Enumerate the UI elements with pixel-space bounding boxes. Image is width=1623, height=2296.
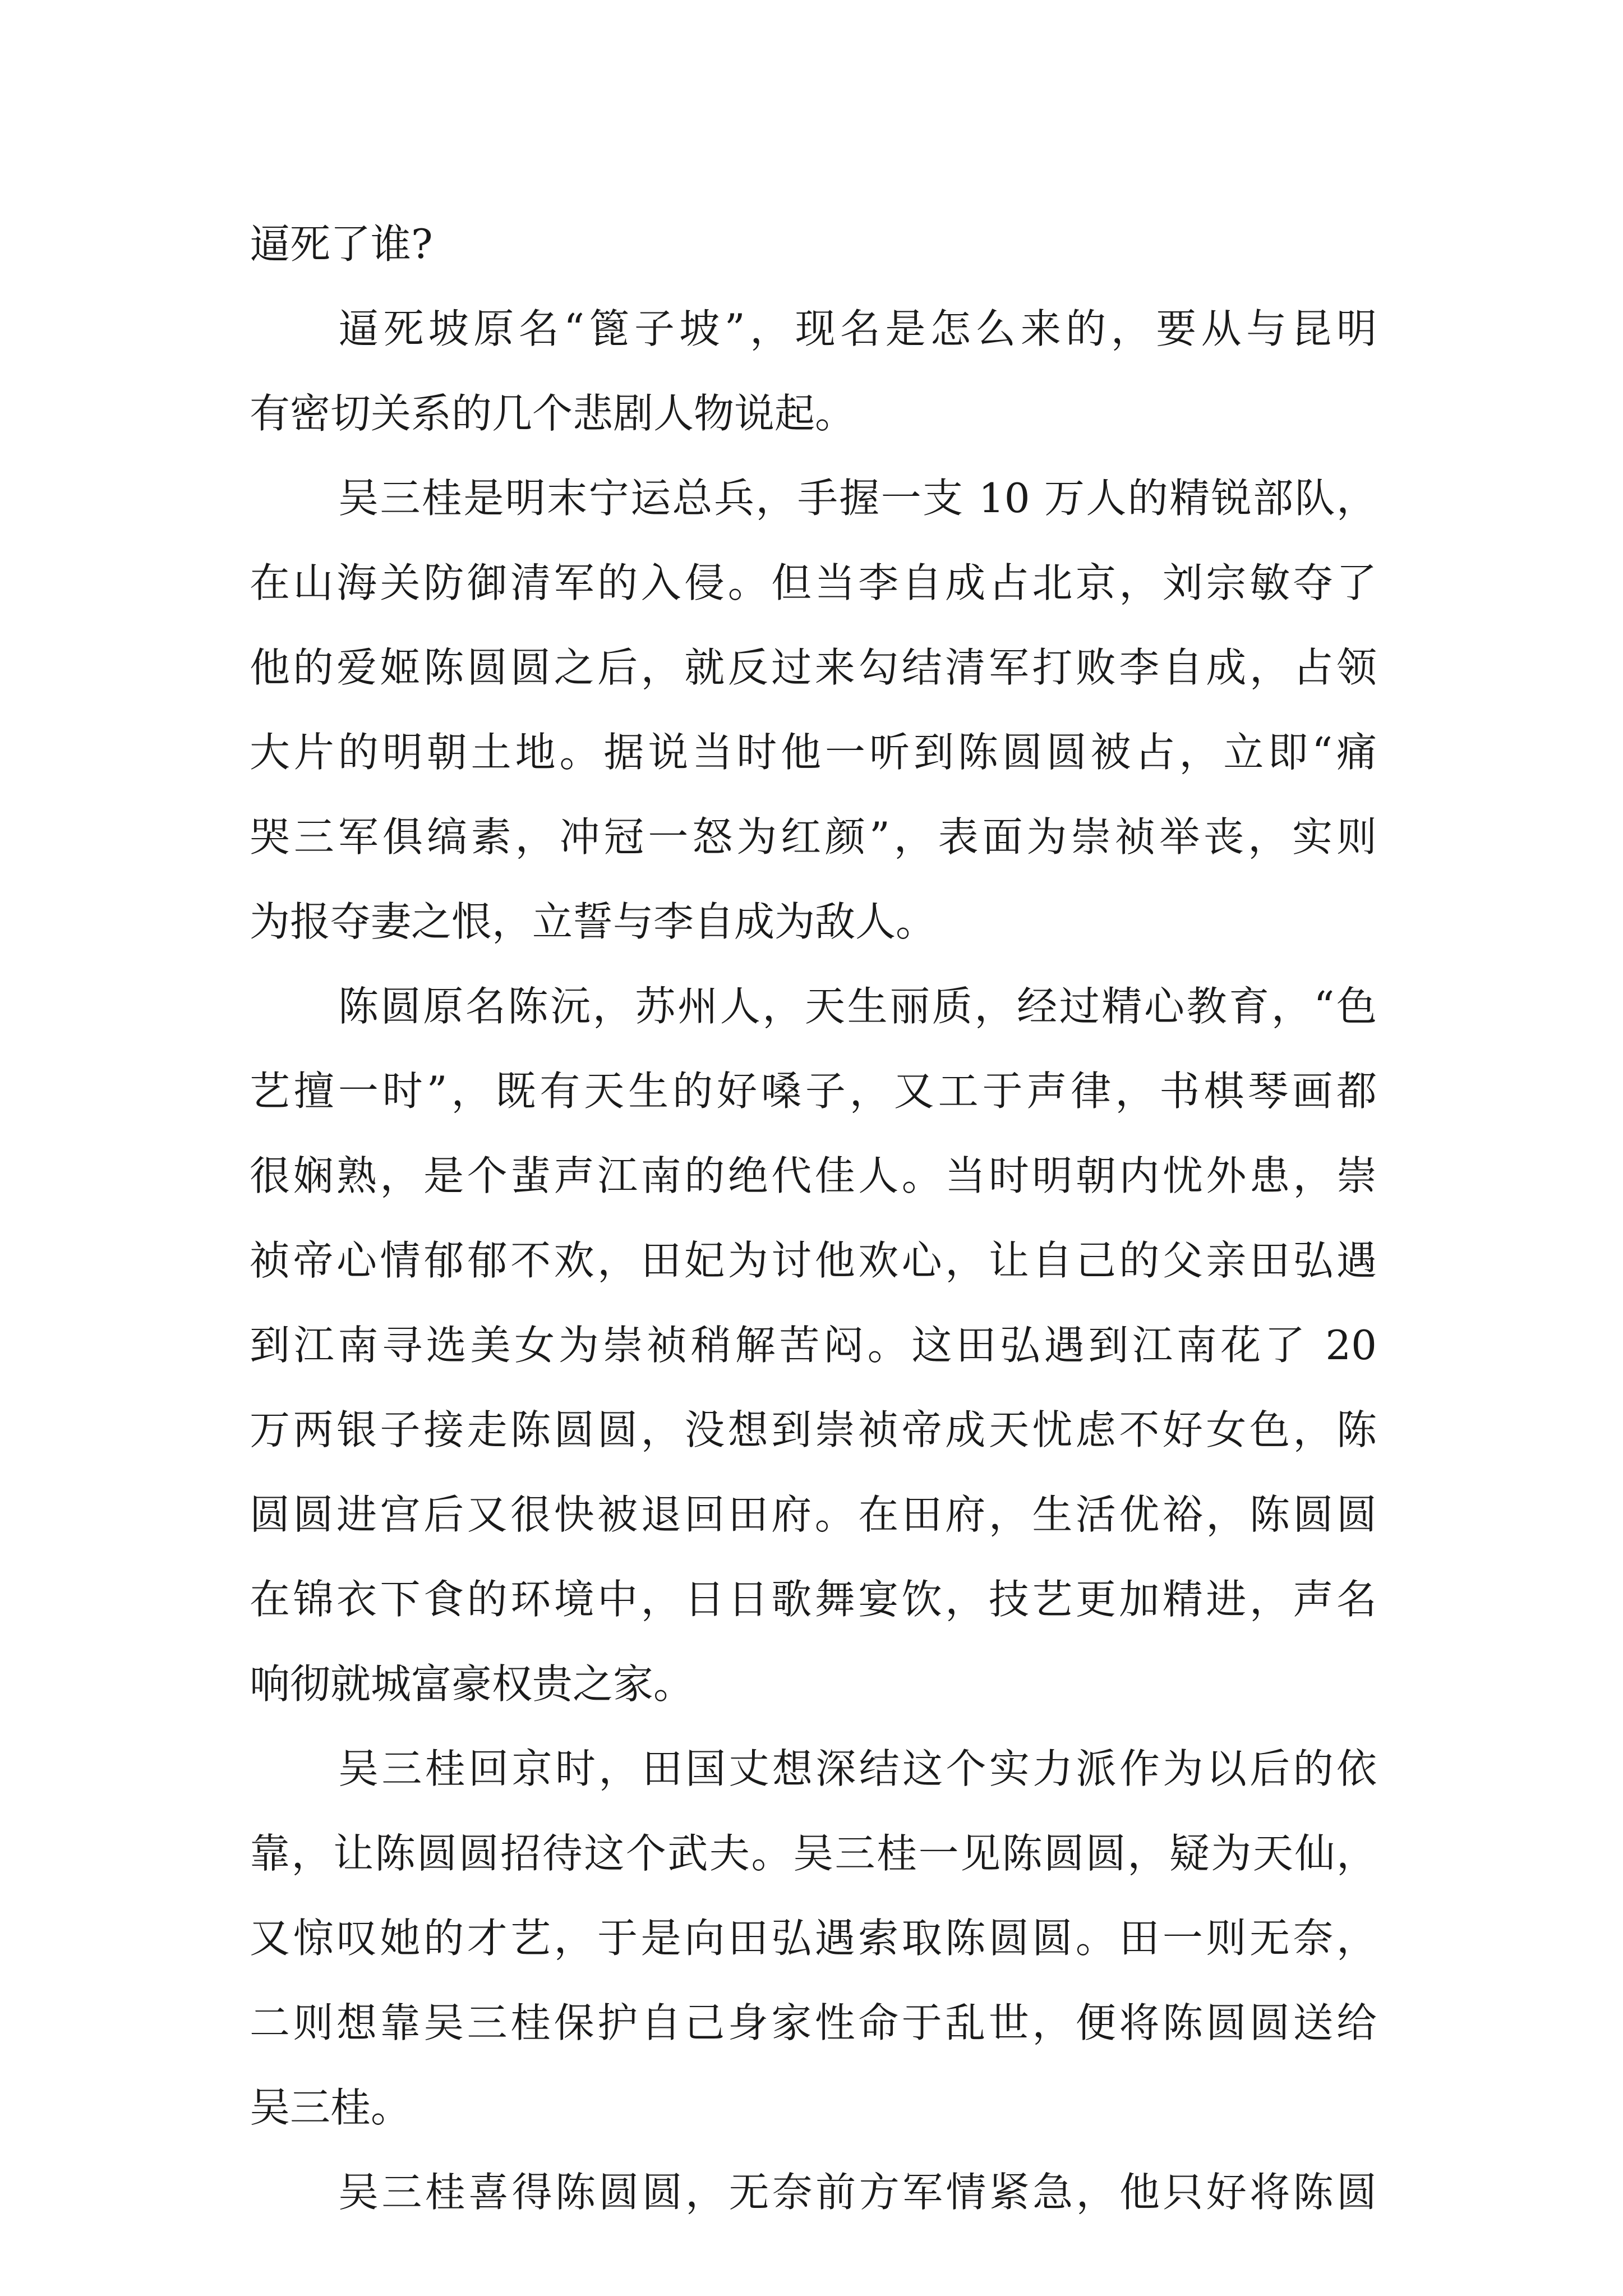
text-line: 陈圆原名陈沅，苏州人，天生丽质，经过精心教育，“色 xyxy=(338,983,1377,1030)
text-line: 吴三桂回京时，田国丈想深结这个实力派作为以后的依 xyxy=(338,1745,1377,1792)
text-line: 响彻就城富豪权贵之家。 xyxy=(250,1660,694,1708)
text-line: 有密切关系的几个悲剧人物说起。 xyxy=(250,390,856,437)
text-line: 大片的明朝土地。据说当时他一听到陈圆圆被占，立即“痛 xyxy=(250,729,1377,776)
text-line: 二则想靠吴三桂保护自己身家性命于乱世，便将陈圆圆送给 xyxy=(250,1999,1377,2046)
text-line: 吴三桂。 xyxy=(250,2084,412,2131)
text-line: 靠，让陈圆圆招待这个武夫。吴三桂一见陈圆圆，疑为天仙， xyxy=(250,1830,1377,1877)
text-line: 吴三桂喜得陈圆圆，无奈前方军情紧急，他只好将陈圆 xyxy=(338,2169,1377,2216)
text-line: 艺擅一时”，既有天生的好嗓子，又工于声律，书棋琴画都 xyxy=(250,1068,1377,1115)
text-line: 哭三军俱缟素，冲冠一怒为红颜”，表面为崇祯举丧，实则 xyxy=(250,813,1377,861)
text-line: 在锦衣下食的环境中，日日歌舞宴饮，技艺更加精进，声名 xyxy=(250,1576,1377,1623)
text-line: 到江南寻选美女为崇祯稍解苦闷。这田弘遇到江南花了 20 xyxy=(250,1322,1377,1369)
body-text xyxy=(250,202,1377,2235)
text-line: 很娴熟，是个蜚声江南的绝代佳人。当时明朝内忧外患，崇 xyxy=(250,1152,1377,1199)
text-line: 他的爱姬陈圆圆之后，就反过来勾结清军打败李自成，占领 xyxy=(250,644,1377,691)
text-line: 又惊叹她的才艺，于是向田弘遇索取陈圆圆。田一则无奈， xyxy=(250,1915,1377,1962)
text-line: 逼死了谁? xyxy=(250,220,433,268)
text-line: 在山海关防御清军的入侵。但当李自成占北京，刘宗敏夺了 xyxy=(250,559,1377,606)
text-line: 吴三桂是明末宁运总兵，手握一支 10 万人的精锐部队， xyxy=(338,475,1377,522)
text-line: 圆圆进宫后又很快被退回田府。在田府，生活优裕，陈圆圆 xyxy=(250,1491,1377,1538)
text-line: 万两银子接走陈圆圆，没想到崇祯帝成天忧虑不好女色，陈 xyxy=(250,1406,1377,1453)
text-line: 祯帝心情郁郁不欢，田妃为讨他欢心，让自己的父亲田弘遇 xyxy=(250,1237,1377,1284)
text-line: 为报夺妻之恨，立誓与李自成为敌人。 xyxy=(250,898,937,945)
text-line: 逼死坡原名“篦子坡”，现名是怎么来的，要从与昆明 xyxy=(338,305,1377,352)
